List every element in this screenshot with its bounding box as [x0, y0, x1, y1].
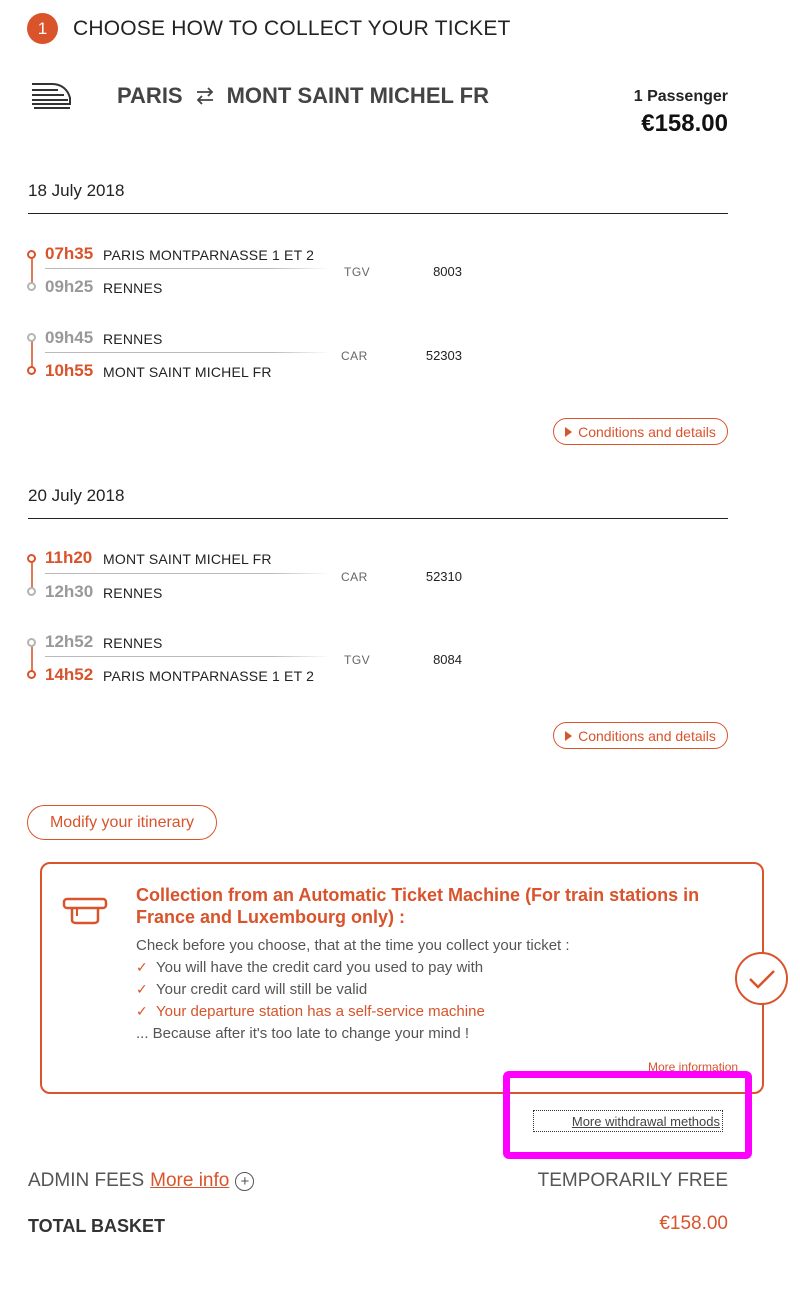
departure-station: PARIS MONTPARNASSE 1 ET 2 — [103, 247, 315, 263]
swap-arrows-icon — [193, 84, 217, 108]
departure-time: 07h35 — [45, 244, 94, 263]
passenger-count: 1 Passenger — [633, 88, 728, 105]
play-triangle-icon — [565, 427, 572, 437]
arrival-station: RENNES — [103, 280, 163, 296]
leg-divider — [45, 268, 330, 269]
arrival-time: 14h52 — [45, 665, 94, 684]
departure-time: 09h45 — [45, 328, 94, 347]
conditions-label: Conditions and details — [578, 727, 716, 744]
arrival-time: 10h55 — [45, 361, 94, 380]
total-basket-value: €158.00 — [659, 1213, 728, 1234]
plus-circle-icon[interactable]: + — [235, 1172, 254, 1191]
check-item — [136, 959, 483, 976]
arrival-station: PARIS MONTPARNASSE 1 ET 2 — [103, 668, 315, 684]
outbound-conditions-button[interactable] — [553, 418, 728, 445]
selected-check-button[interactable] — [735, 952, 788, 1005]
arrival-station: MONT SAINT MICHEL FR — [103, 364, 272, 380]
departure-time: 11h20 — [45, 548, 93, 567]
collection-title: Collection from an Automatic Ticket Machine (For train stations in France and Luxembourg only) : — [136, 885, 700, 927]
conditions-label: Conditions and details — [578, 423, 716, 440]
checkmark-icon: ✓ — [136, 959, 148, 975]
train-number: 8084 — [433, 652, 462, 667]
play-triangle-icon — [565, 731, 572, 741]
trip-destination: MONT SAINT MICHEL FR — [226, 83, 489, 108]
checkmark-icon: ✓ — [136, 1003, 148, 1019]
return-date: 20 July 2018 — [28, 486, 125, 505]
checkmark-icon: ✓ — [136, 981, 148, 997]
total-basket-label: TOTAL BASKET — [28, 1216, 166, 1236]
admin-fees-label: ADMIN FEES — [28, 1170, 145, 1191]
divider — [28, 213, 728, 214]
admin-fees-value: TEMPORARILY FREE — [537, 1170, 728, 1191]
leg-divider — [45, 656, 330, 657]
train-number: 8003 — [433, 264, 462, 279]
arrival-time: 12h30 — [45, 582, 94, 601]
page-title: CHOOSE HOW TO COLLECT YOUR TICKET — [73, 17, 511, 40]
departure-station: MONT SAINT MICHEL FR — [103, 551, 272, 567]
more-withdrawal-methods-link[interactable]: More withdrawal methods — [533, 1110, 723, 1132]
arrival-dot — [27, 366, 36, 375]
departure-time: 12h52 — [45, 632, 94, 651]
arrival-station: RENNES — [103, 585, 163, 601]
ticket-machine-icon — [62, 896, 108, 926]
departure-dot — [27, 250, 36, 259]
transport-mode: CAR — [341, 349, 368, 363]
departure-dot — [27, 554, 36, 563]
admin-fees — [28, 1170, 254, 1192]
check-text: Your credit card will still be valid — [156, 981, 368, 998]
transport-mode: TGV — [344, 653, 371, 667]
trip-origin: PARIS — [117, 83, 183, 108]
arrival-dot — [27, 587, 36, 596]
check-icon — [747, 968, 777, 990]
modify-itinerary-button[interactable]: Modify your itinerary — [27, 805, 217, 840]
departure-station: RENNES — [103, 331, 163, 347]
train-icon — [30, 80, 72, 110]
outbound-date: 18 July 2018 — [28, 181, 125, 200]
trip-route — [117, 83, 489, 109]
check-text: Your departure station has a self-service machine — [156, 1003, 485, 1020]
departure-station: RENNES — [103, 635, 163, 651]
arrival-dot — [27, 282, 36, 291]
leg-divider — [45, 352, 330, 353]
collection-outro: ... Because after it's too late to change your mind ! — [136, 1025, 470, 1042]
arrival-dot — [27, 670, 36, 679]
trip-price: €158.00 — [641, 110, 728, 137]
leg-divider — [45, 573, 330, 574]
step-number-badge: 1 — [27, 13, 58, 44]
collection-intro: Check before you choose, that at the time you collect your ticket : — [136, 937, 570, 954]
arrival-time: 09h25 — [45, 277, 94, 296]
more-information-link[interactable]: More information — [648, 1060, 739, 1074]
transport-mode: TGV — [344, 265, 371, 279]
departure-dot — [27, 638, 36, 647]
transport-mode: CAR — [341, 570, 368, 584]
admin-fees-more-info-link[interactable]: More info — [150, 1170, 230, 1191]
departure-dot — [27, 333, 36, 342]
divider — [28, 518, 728, 519]
check-item — [136, 1003, 485, 1020]
train-number: 52310 — [425, 569, 462, 584]
return-conditions-button[interactable] — [553, 722, 728, 749]
train-number: 52303 — [425, 348, 462, 363]
check-item — [136, 981, 367, 998]
check-text: You will have the credit card you used to pay with — [156, 959, 484, 976]
